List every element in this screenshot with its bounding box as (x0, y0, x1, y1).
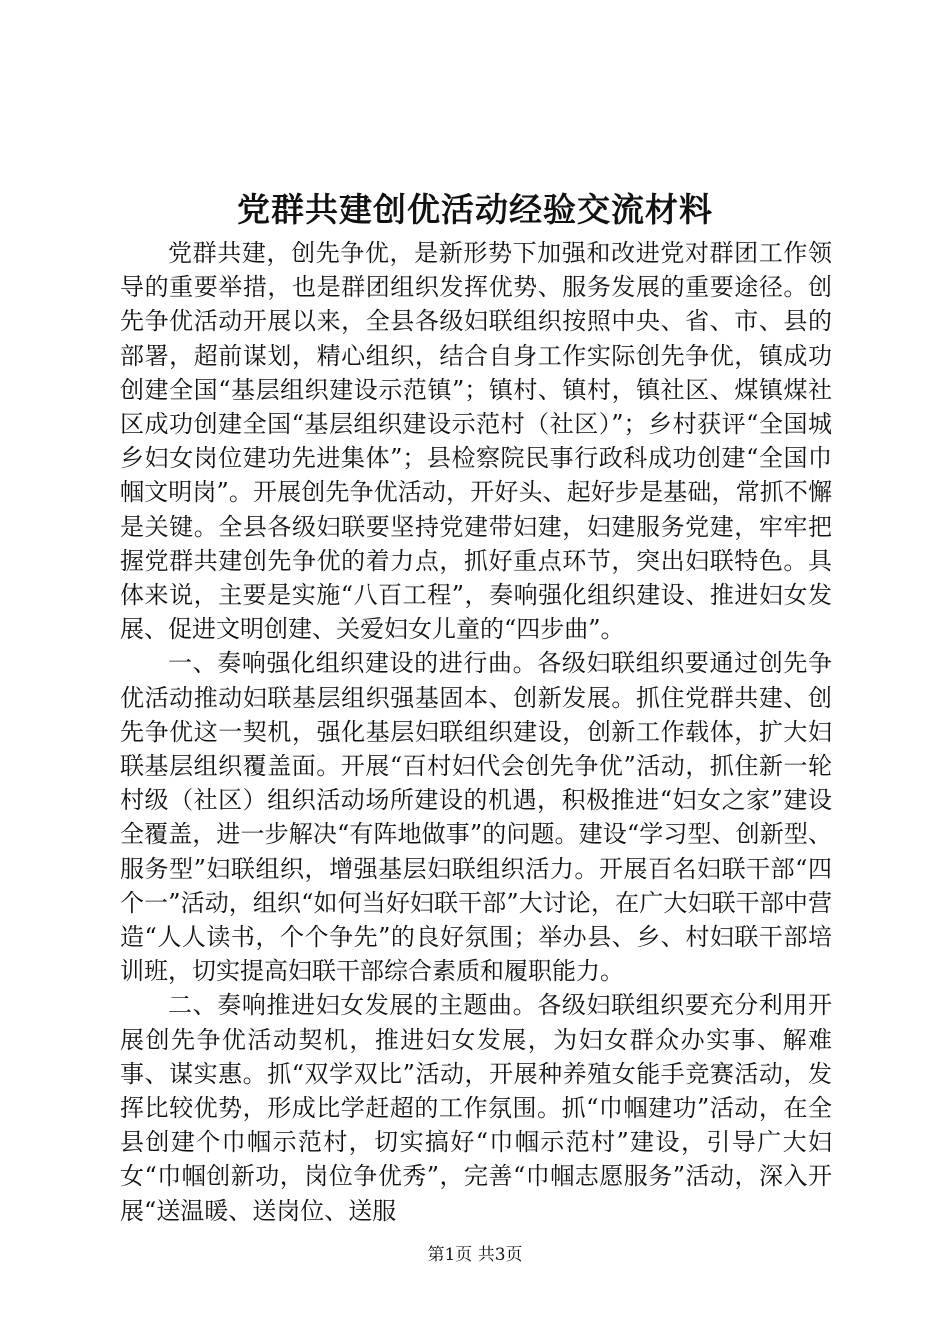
page-number-footer: 第1页 共3页 (427, 1245, 523, 1265)
document-title: 党群共建创优活动经验交流材料 (237, 190, 713, 229)
paragraph-section-1: 一、奏响强化组织建设的进行曲。各级妇联组织要通过创先争优活动推动妇联基层组织强基固本、创新发展。抓住党群共建、创先争优这一契机，强化基层妇联组织建设，创新工作载体，扩大妇联基层组织覆盖面。开展“百村妇代会创先争优”活动，抓住新一轮村级（社区）组织活动场所建设的机遇，积极推进“妇女之家”建设全覆盖，进一步解决“有阵地做事”的问题。建设“学习型、创新型、服务型”妇联组织，增强基层妇联组织活力。开展百名妇联干部“四个一”活动，组织“如何当好妇联干部”大讨论，在广大妇联干部中营造“人人读书，个个争先”的良好氛围；举办县、乡、村妇联干部培训班，切实提高妇联干部综合素质和履职能力。 (120, 649, 832, 986)
document-body (120, 236, 832, 1228)
paragraph-intro: 党群共建，创先争优，是新形势下加强和改进党对群团工作领导的重要举措，也是群团组织发挥优势、服务发展的重要途径。创先争优活动开展以来，全县各级妇联组织按照中央、省、市、县的部署，超前谋划，精心组织，结合自身工作实际创先争优，镇成功创建全国“基层组织建设示范镇”；镇村、镇村，镇社区、煤镇煤社区成功创建全国“基层组织建设示范村（社区）”；乡村获评“全国城乡妇女岗位建功先进集体”；县检察院民事行政科成功创建“全国巾帼文明岗”。开展创先争优活动，开好头、起好步是基础，常抓不懈是关键。全县各级妇联要坚持党建带妇建，妇建服务党建，牢牢把握党群共建创先争优的着力点，抓好重点环节，突出妇联特色。具体来说，主要是实施“八百工程”，奏响强化组织建设、推进妇女发展、促进文明创建、关爱妇女儿童的“四步曲”。 (120, 239, 832, 644)
paragraph-section-2: 二、奏响推进妇女发展的主题曲。各级妇联组织要充分利用开展创先争优活动契机，推进妇女发展，为妇女群众办实事、解难事、谋实惠。抓“双学双比”活动，开展种养殖女能手竞赛活动，发挥比较优势，形成比学赶超的工作氛围。抓“巾帼建功”活动，在全县创建个巾帼示范村，切实搞好“巾帼示范村”建设，引导广大妇女“巾帼创新功，岗位争优秀”，完善“巾帼志愿服务”活动，深入开展“送温暖、送岗位、送服 (120, 991, 832, 1225)
